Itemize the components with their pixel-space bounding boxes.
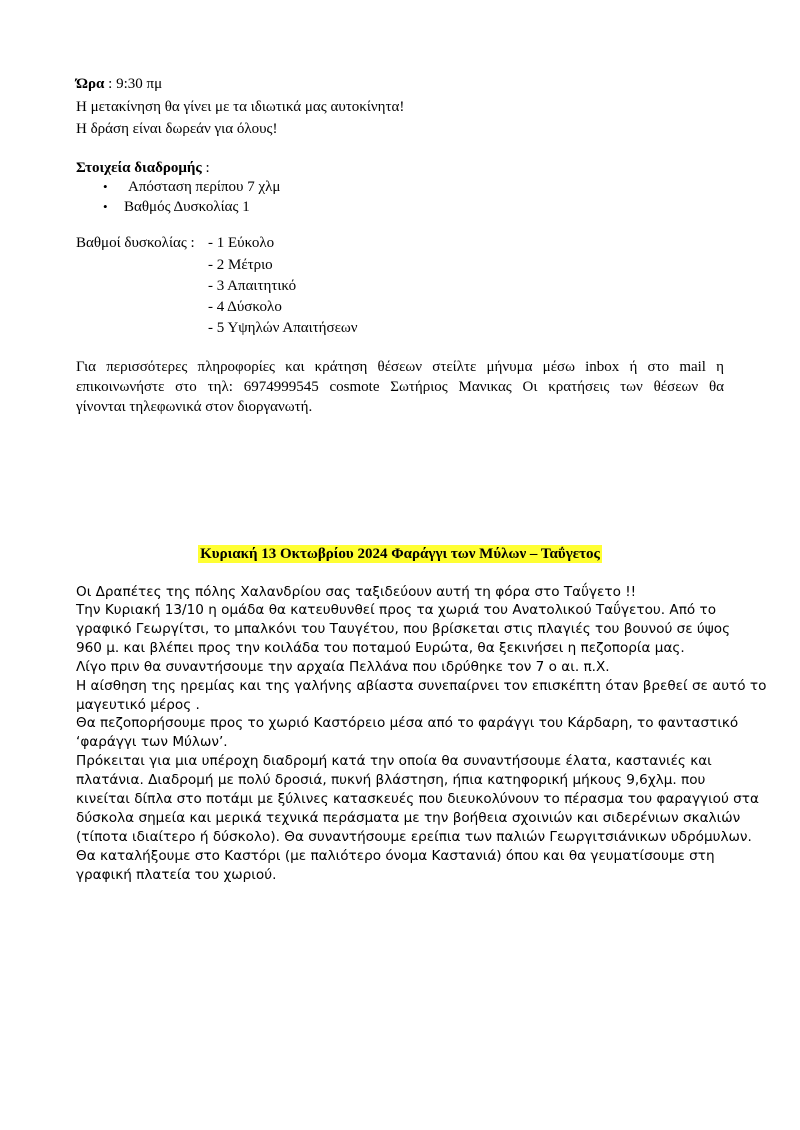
bullet-icon: • [103,179,108,194]
event-line: (τίποτα ιδιαίτερο ή δύσκολο). Θα συναντήσουμε ερείπια των παλιών Γεωργιτσιάνικων υδρόμυλων. [76,829,752,845]
event-line: πλατάνια. Διαδρομή με πολύ δροσιά, πυκνή βλάστηση, ήπια κατηφορική μήκους 9,6χλμ. που [76,772,706,788]
event-line: γραφική πλατεία του χωριού. [76,867,277,883]
event-line: γραφικό Γεωργίτσι, το μπαλκόνι του Ταυγέτου, που βρίσκεται στις πλαγιές του βουνού σε ύψος [76,621,731,637]
route-heading-line [76,159,210,178]
free-note: Η δράση είναι δωρεάν για όλους! [76,121,278,137]
difficulty-level: - 5 Υψηλών Απαιτήσεων [208,320,358,336]
event-line: κινείται δίπλα στο ποτάμι με ξύλινες κατασκευές που διευκολύνουν το πέρασμα του φαραγγιού στα [76,791,759,807]
event-line: Η αίσθηση της ηρεμίας και της γαλήνης αβίαστα συνεπαίρνει τον επισκέπτη όταν βρεθεί σε αυτό το [76,678,767,694]
event-line: Πρόκειται για μια υπέροχη διαδρομή κατά την οποία θα συναντήσουμε έλατα, καστανιές και [76,753,712,769]
contact-line: γίνονται τηλεφωνικά στον διοργανωτή. [76,399,313,415]
route-heading-suffix: : [201,160,210,176]
event-line: Οι Δραπέτες της πόλης Χαλανδρίου σας ταξιδεύουν αυτή τη φόρα στο Ταΰγετο !! [76,584,637,600]
event-line: ‘φαράγγι των Μύλων’. [76,734,228,750]
difficulty-label: Βαθμοί δυσκολίας : [76,235,195,251]
event-title: Κυριακή 13 Οκτωβρίου 2024 Φαράγγι των Μύλων – Ταΰγετος [200,546,600,562]
difficulty-level: - 2 Μέτριο [208,257,273,273]
route-distance: Απόσταση περίπου 7 χλμ [128,179,281,195]
time-line [76,75,162,94]
transport-note: Η μετακίνηση θα γίνει με τα ιδιωτικά μας αυτοκίνητα! [76,99,405,115]
event-line: Θα καταλήξουμε στο Καστόρι (με παλιότερο όνομα Καστανιά) όπου και θα γευματίσουμε στη [76,848,715,864]
route-difficulty: Βαθμός Δυσκολίας 1 [124,199,250,215]
event-line: Την Κυριακή 13/10 η ομάδα θα κατευθυνθεί προς τα χωριά του Ανατολικού Ταΰγετου. Από το [76,602,717,618]
event-line: μαγευτικό μέρος . [76,697,200,713]
event-title-row [0,545,800,564]
event-line: δύσκολα σημεία και μερικά τεχνικά περάσματα με την βοήθεια σχοινιών και σιδερένιων σκαλιών [76,810,741,826]
contact-line: Για περισσότερες πληροφορίες και κράτηση θέσεων στείλτε μήνυμα μέσω inbox ή στο mail η [76,359,724,375]
difficulty-level: - 1 Εύκολο [208,235,275,251]
difficulty-level: - 3 Απαιτητικό [208,278,297,294]
event-line: Θα πεζοπορήσουμε προς το χωριό Καστόρειο μέσα από το φαράγγι του Κάρδαρη, το φανταστικό [76,715,739,731]
route-heading: Στοιχεία διαδρομής [76,160,202,176]
difficulty-level: - 4 Δύσκολο [208,299,282,315]
event-line: Λίγο πριν θα συναντήσουμε την αρχαία Πελλάνα που ιδρύθηκε τον 7 ο αι. π.Χ. [76,659,610,675]
event-line: 960 μ. και βλέπει προς την κοιλάδα του ποταμού Ευρώτα, θα ξεκινήσει η πεζοπορία μας. [76,640,685,656]
time-label: Ώρα [76,76,105,92]
bullet-icon: • [103,199,108,214]
time-value: : 9:30 πμ [104,76,163,92]
contact-line: επικοινωνήστε στο τηλ: 6974999545 cosmote Σωτήριος Μανικας Οι κρατήσεις των θέσεων θα [76,379,724,395]
